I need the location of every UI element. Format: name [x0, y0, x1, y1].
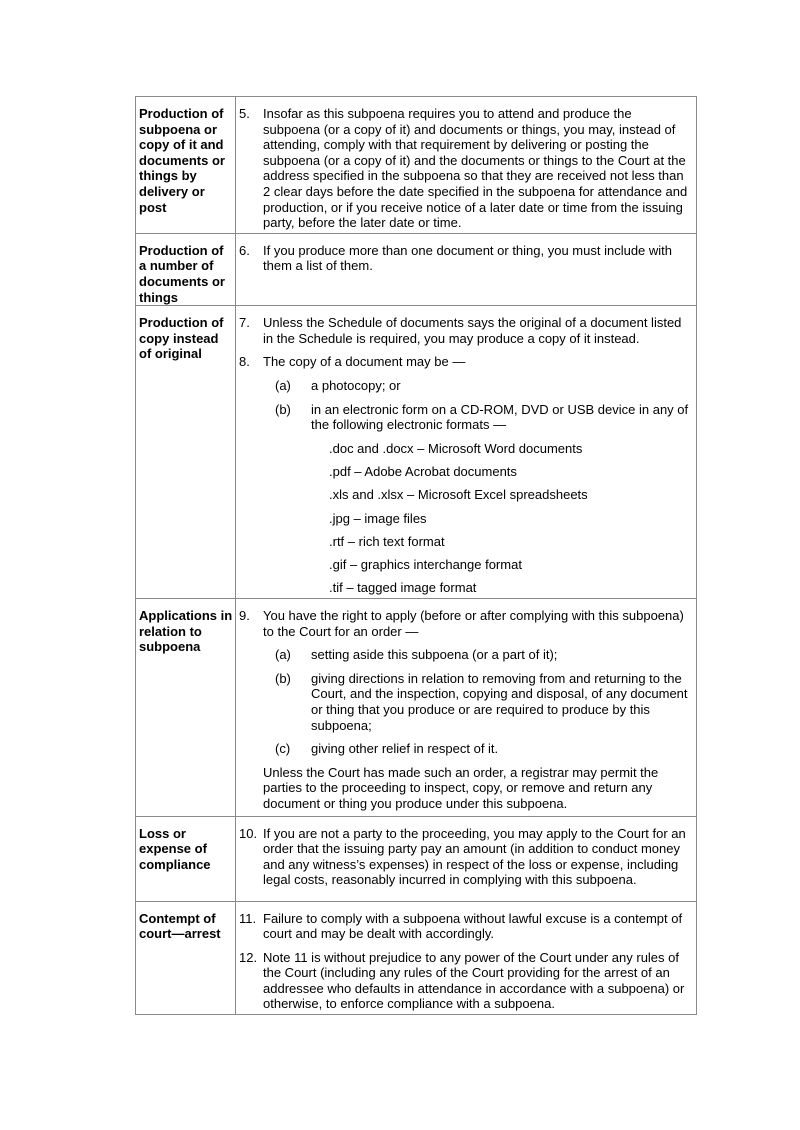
note-text: Unless the Schedule of documents says the original of a document listed in the Schedule is required, you may produce a copy of it instead. [263, 315, 682, 346]
note-item [239, 911, 692, 942]
note-number: 11. [239, 910, 257, 926]
note-number: 5. [239, 106, 250, 121]
row-heading: Production of copy instead of original [136, 306, 236, 599]
format-item: .tif – tagged image format [329, 580, 477, 596]
note-item [239, 354, 692, 370]
note-text: The copy of a document may be — [263, 354, 466, 370]
format-item: .rtf – rich text format [329, 533, 445, 549]
sub-item [263, 378, 692, 394]
note-number: 6. [239, 242, 250, 258]
row-body [236, 901, 697, 1015]
sub-item [263, 671, 692, 733]
note-text: If you are not a party to the proceeding, you may apply to the Court for an order that the issuing party pay an amount (in addition to conduct money and any witness’s expenses) in respect of the loss or expense, including legal costs, reasonably incurred in complying with this subpoena. [263, 825, 686, 888]
sub-item-text: giving directions in relation to removing from and returning to the Court, and the inspection, copying and disposal, of any document or thing that you produce or are required to produce by this subpoena; [311, 670, 688, 733]
format-item: .xls and .xlsx – Microsoft Excel spreadsheets [329, 487, 588, 503]
row-body [236, 306, 697, 599]
note-item [239, 826, 692, 888]
row-body [236, 233, 697, 305]
sub-item-text: in an electronic form on a CD-ROM, DVD or USB device in any of the following electronic formats — [311, 401, 689, 433]
format-item: .pdf – Adobe Acrobat documents [329, 463, 517, 479]
format-item: .gif – graphics interchange format [329, 557, 522, 573]
sub-item [263, 741, 692, 757]
note-number: 8. [239, 354, 250, 370]
note-item [239, 243, 692, 274]
note-text: If you produce more than one document or thing, you must include with them a list of them. [263, 242, 673, 274]
note-text: Insofar as this subpoena requires you to attend and produce the subpoena (or a copy of it) and documents or things, you may, instead of attending, comply with that requirement by delivering or posting the subpoena (or a copy of it) and the documents or things to the Court at the address specified in the subpoena so that they are received not less than 2 clear days before the date specified in the subpoena for attendance and production, or if you receive notice of a later date or time from the issuing party, before the later date or time. [263, 106, 688, 231]
sub-item-label: (b) [275, 401, 291, 417]
sub-item-label: (a) [275, 377, 291, 393]
sub-item-text: a photocopy; or [311, 377, 401, 393]
note-number: 10. [239, 825, 258, 841]
table-row [136, 306, 697, 599]
sub-item-text: giving other relief in respect of it. [311, 741, 499, 757]
row-body [236, 816, 697, 901]
row-heading: Production of a number of documents or things [136, 233, 236, 305]
note-item [239, 106, 692, 231]
row-heading: Loss or expense of compliance [136, 816, 236, 901]
note-number: 7. [239, 315, 250, 331]
sub-item-label: (a) [275, 647, 291, 663]
table-row [136, 901, 697, 1015]
note-text: You have the right to apply (before or after complying with this subpoena) to the Court for an order — [263, 607, 684, 639]
note-item [239, 315, 692, 346]
table-row [136, 816, 697, 901]
row-heading: Applications in relation to subpoena [136, 598, 236, 816]
sub-item-label: (c) [275, 741, 291, 757]
sub-item [263, 647, 692, 663]
table-row [136, 598, 697, 816]
sub-item-label: (b) [275, 670, 291, 686]
notes-table [135, 96, 697, 1015]
note-item [239, 950, 692, 1012]
note-text: Note 11 is without prejudice to any power of the Court under any rules of the Court (including any rules of the Court providing for the arrest of an addressee who defaults in attendance in accordance with a subpoena) or otherwise, to enforce compliance with a subpoena. [263, 949, 685, 1012]
row-heading: Production of subpoena or copy of it and documents or things by delivery or post [136, 97, 236, 234]
trailing-paragraph: Unless the Court has made such an order, a registrar may permit the parties to the proceeding to inspect, copy, or remove and return any document or thing you produce under this subpoena. [263, 764, 659, 811]
note-number: 12. [239, 949, 258, 965]
sub-item [263, 402, 692, 433]
note-number: 9. [239, 607, 250, 623]
sub-item-text: setting aside this subpoena (or a part of it); [311, 647, 558, 663]
format-item: .jpg – image files [329, 510, 427, 526]
format-item: .doc and .docx – Microsoft Word documents [329, 440, 583, 456]
table-row [136, 97, 697, 234]
table-row [136, 233, 697, 305]
row-heading: Contempt of court—arrest [136, 901, 236, 1015]
note-item [239, 608, 692, 639]
row-body [236, 97, 697, 234]
row-body [236, 598, 697, 816]
note-text: Failure to comply with a subpoena without lawful excuse is a contempt of court and may be dealt with accordingly. [263, 910, 683, 942]
